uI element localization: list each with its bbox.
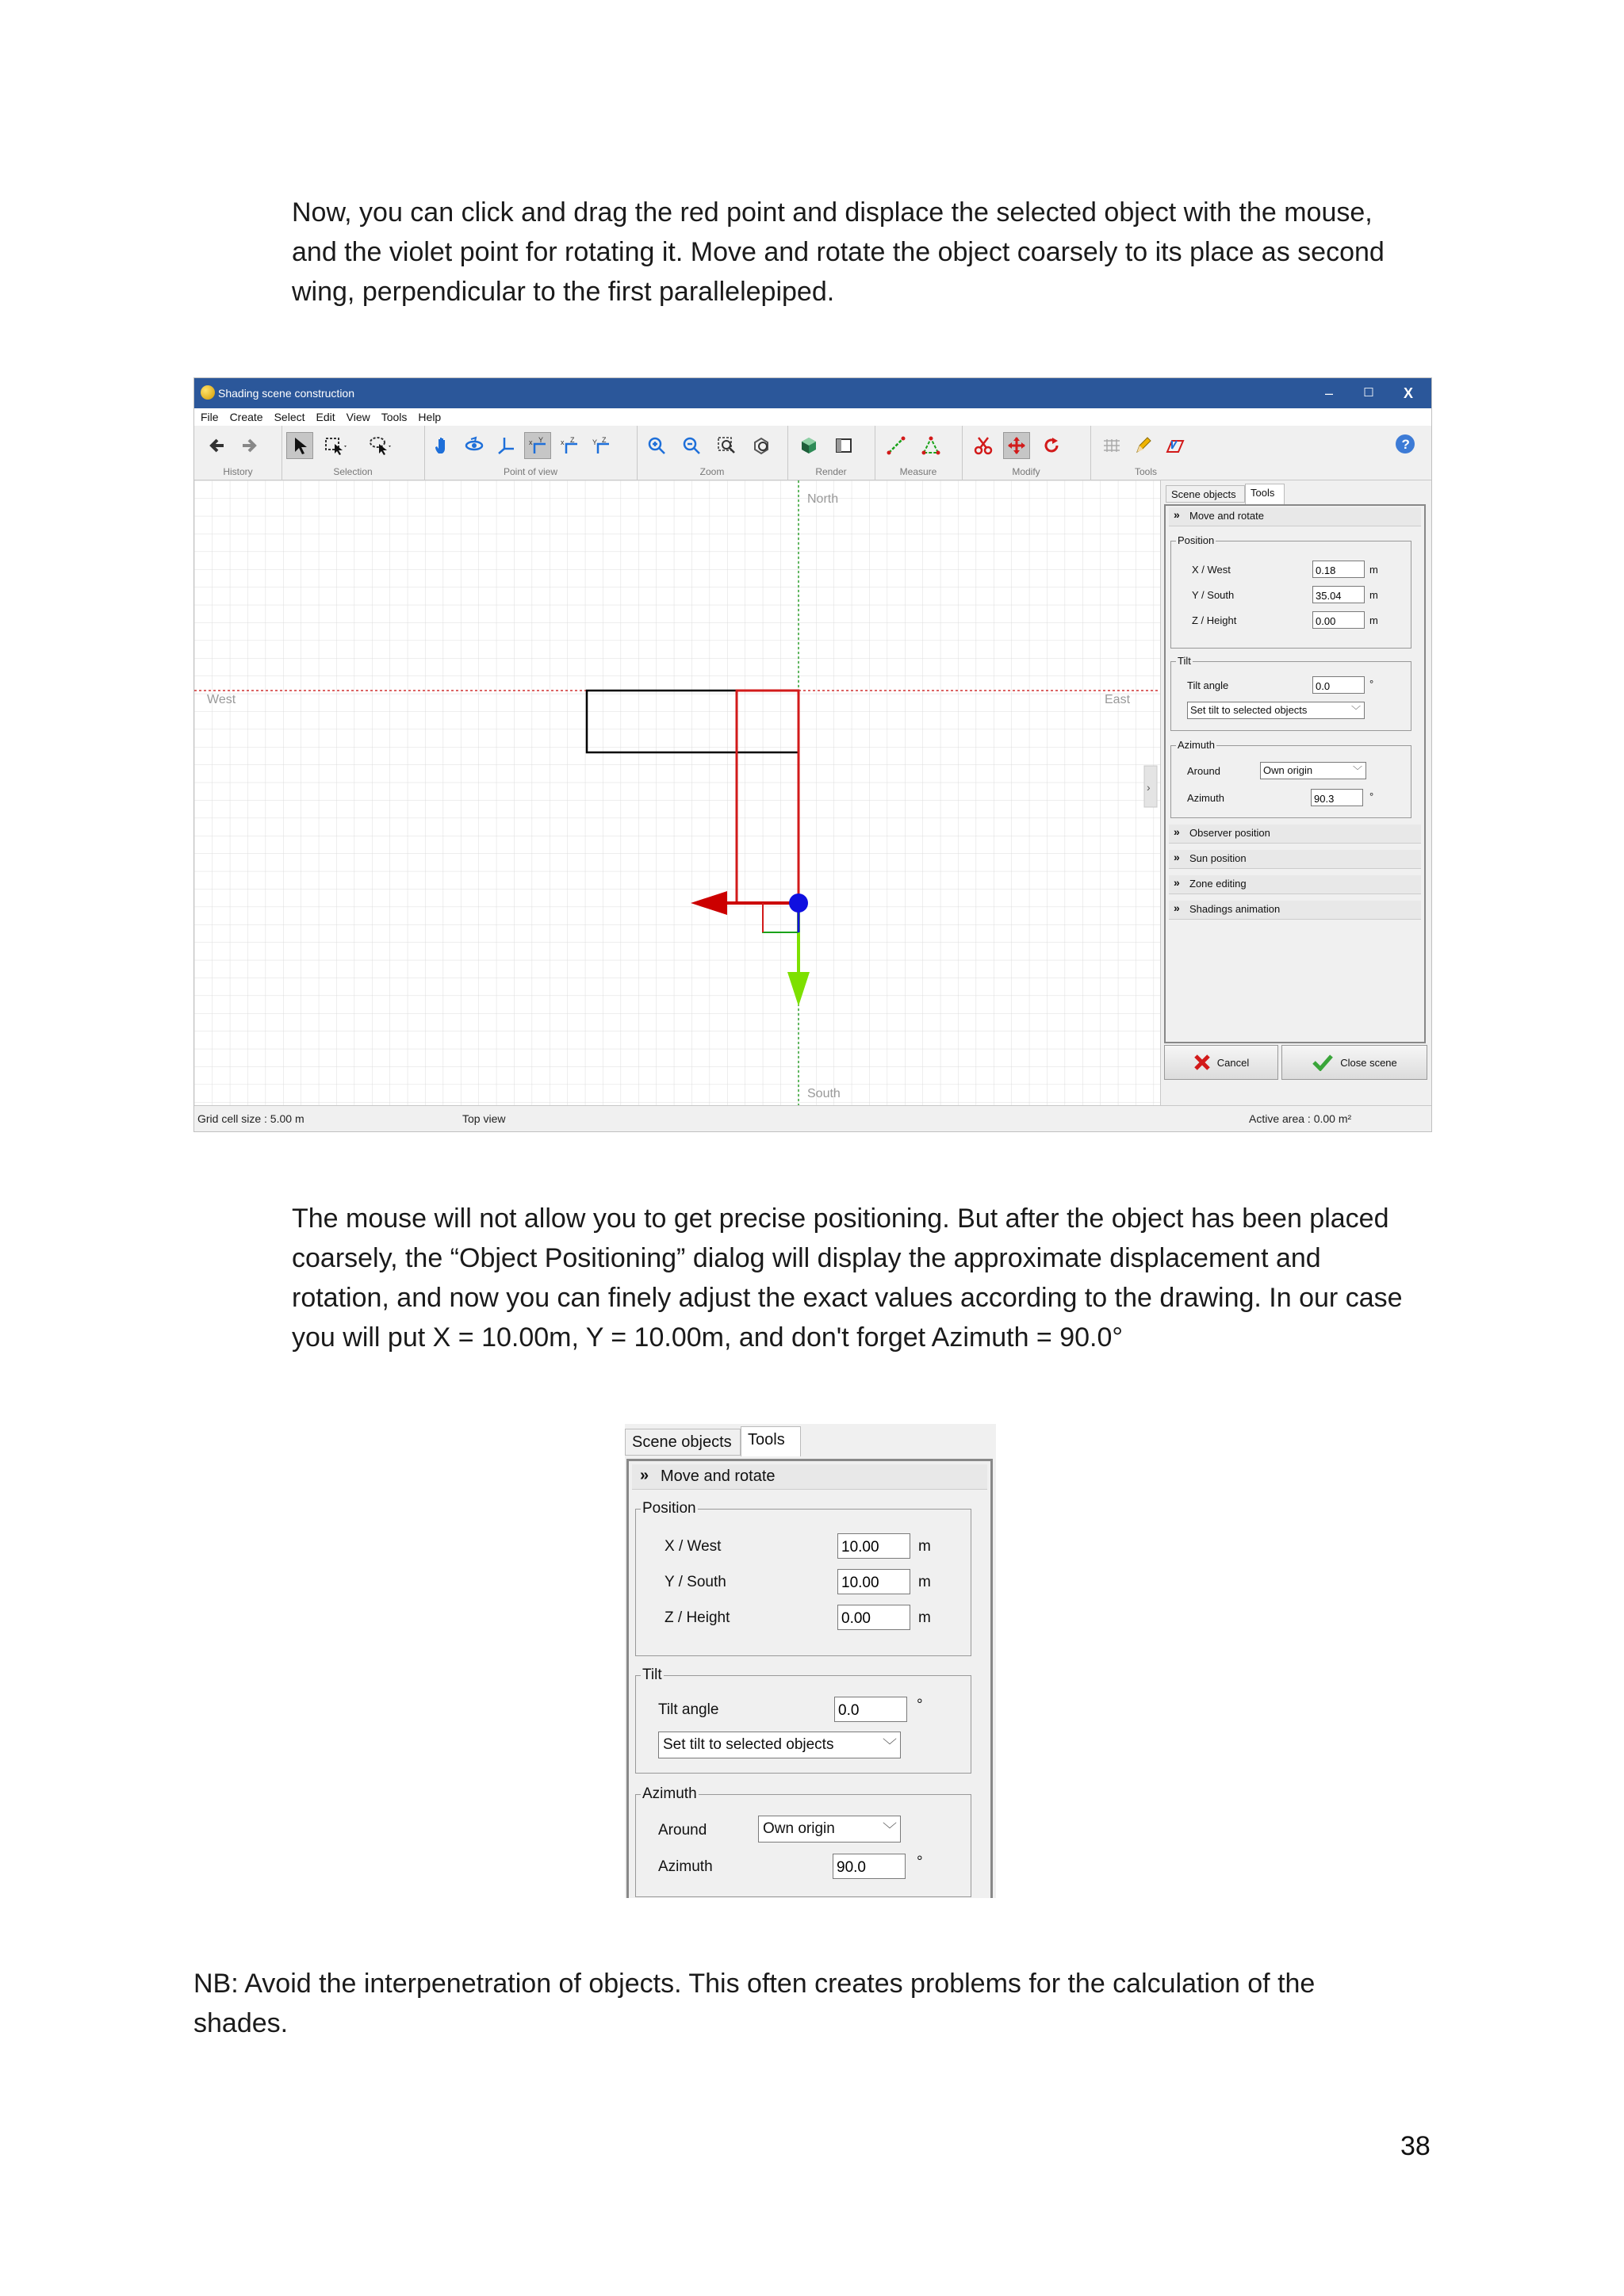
chevron-down-icon: ﹀ <box>883 1738 897 1754</box>
tilt-group <box>635 1667 971 1774</box>
toolbar-group-history <box>194 426 282 480</box>
azimuth-group <box>1170 739 1411 818</box>
section-title: Zone editing <box>1189 878 1247 890</box>
menu-select[interactable]: Select <box>274 411 305 423</box>
azimuth-legend: Azimuth <box>642 1785 697 1802</box>
paragraph-line: coarsely, the “Object Positioning” dialog will display the approximate displacement and <box>292 1243 1321 1273</box>
rect-select-icon[interactable] <box>323 432 350 459</box>
arrow-left-icon[interactable] <box>204 432 231 459</box>
cube-wire-icon[interactable] <box>830 432 857 459</box>
azimuth-label: Azimuth <box>1187 792 1224 804</box>
svg-text:Z: Z <box>570 436 575 444</box>
menu-view[interactable]: View <box>346 411 370 423</box>
unit-label: m <box>1369 614 1378 626</box>
unit-label: m <box>1369 589 1378 601</box>
tilt-legend: Tilt <box>642 1667 662 1683</box>
move-icon[interactable] <box>1003 432 1030 459</box>
tab-scene-objects[interactable]: Scene objects <box>1166 485 1245 503</box>
pivot-point[interactable] <box>789 894 808 913</box>
zoomed-tools-panel <box>625 1424 996 1898</box>
toolbar <box>194 426 1431 480</box>
rotate-icon[interactable] <box>1038 432 1065 459</box>
maximize-button[interactable]: ☐ <box>1363 386 1374 400</box>
status-grid-size: Grid cell size : 5.00 m <box>197 1112 304 1125</box>
degree-label: ° <box>1369 678 1374 690</box>
close-scene-button[interactable] <box>1281 1045 1427 1080</box>
paragraph-line: NB: Avoid the interpenetration of objects. This often creates problems for the calculation of the <box>193 1969 1316 1999</box>
paragraph-line: you will put X = 10.00m, Y = 10.00m, and don't forget Azimuth = 90.0° <box>292 1322 1123 1353</box>
tilt-angle-label: Tilt angle <box>658 1701 719 1718</box>
toolbar-label-tools: Tools <box>1134 466 1157 477</box>
azimuth-legend: Azimuth <box>1178 739 1215 751</box>
x-west-field[interactable] <box>837 1533 910 1559</box>
svg-text:?: ? <box>1401 437 1410 452</box>
y-south-label: Y / South <box>1192 589 1235 601</box>
position-legend: Position <box>642 1500 696 1517</box>
section-shadings-animation[interactable] <box>1169 901 1421 920</box>
zoom-in-icon[interactable] <box>643 432 670 459</box>
tilt-mode-value: Set tilt to selected objects <box>1190 704 1308 716</box>
measure-angle-icon[interactable] <box>917 432 944 459</box>
axis-xz-icon[interactable] <box>556 432 583 459</box>
section-move-and-rotate[interactable] <box>1169 507 1421 526</box>
toolbar-label-measure: Measure <box>899 466 937 477</box>
chevron-down-icon: ﹀ <box>883 1822 897 1838</box>
svg-text:Y: Y <box>592 438 598 446</box>
toolbar-group-zoom <box>637 426 788 480</box>
z-height-label: Z / Height <box>665 1609 730 1626</box>
cancel-x-icon <box>1193 1054 1211 1071</box>
chevron-down-icon: » <box>1174 508 1180 521</box>
azimuth-label: Azimuth <box>658 1858 713 1875</box>
measure-line-icon[interactable] <box>883 432 910 459</box>
menu-create[interactable]: Create <box>229 411 263 423</box>
around-label: Around <box>1187 765 1220 777</box>
unit-label: m <box>918 1538 931 1555</box>
toolbar-group-measure <box>875 426 963 480</box>
zoom-fit-icon[interactable] <box>748 432 775 459</box>
help-icon[interactable] <box>1392 430 1419 457</box>
compass-east: East <box>1105 693 1131 706</box>
y-south-field[interactable] <box>837 1569 910 1594</box>
menu-tools[interactable]: Tools <box>381 411 408 423</box>
minimize-button[interactable]: – <box>1324 385 1333 401</box>
toolbar-label-selection: Selection <box>333 466 373 477</box>
around-value: Own origin <box>763 1820 835 1837</box>
paragraph-line: shades. <box>193 2008 289 2038</box>
paragraph-line: The mouse will not allow you to get precise positioning. But after the object has been placed <box>292 1203 1389 1234</box>
toolbar-group-modify <box>962 426 1091 480</box>
chevron-down-icon: » <box>640 1467 649 1484</box>
tilt-legend: Tilt <box>1178 655 1191 667</box>
section-title: Move and rotate <box>661 1468 776 1485</box>
svg-text:Z: Z <box>602 436 607 444</box>
app-logo-icon <box>201 385 215 400</box>
svg-text:x: x <box>529 438 533 446</box>
toolbar-group-point-of-view <box>424 426 638 480</box>
toolbar-label-render: Render <box>815 466 847 477</box>
toolbar-label-zoom: Zoom <box>699 466 725 477</box>
scissors-icon[interactable] <box>970 432 997 459</box>
tilt-angle-field[interactable] <box>834 1697 907 1722</box>
close-button[interactable]: X <box>1403 385 1413 401</box>
toolbar-group-render <box>787 426 875 480</box>
tilt-angle-field[interactable] <box>1312 676 1365 694</box>
around-label: Around <box>658 1822 707 1839</box>
compass-west: West <box>207 693 236 706</box>
axes-3d-icon[interactable] <box>492 432 519 459</box>
title-bar <box>194 378 1431 408</box>
menu-bar <box>194 408 1431 426</box>
page-number: 38 <box>1400 2131 1431 2161</box>
around-dropdown[interactable] <box>758 1816 901 1843</box>
section-sun-position[interactable] <box>1169 850 1421 869</box>
cancel-button[interactable] <box>1164 1045 1278 1080</box>
section-title: Sun position <box>1189 852 1247 864</box>
toolbar-group-selection <box>282 426 425 480</box>
shading-scene-window <box>193 377 1432 1132</box>
unit-label: m <box>918 1609 931 1626</box>
around-value: Own origin <box>1263 764 1313 776</box>
tilt-group <box>1170 655 1411 731</box>
tab-tools[interactable]: Tools <box>1245 484 1285 504</box>
paragraph-line: and the violet point for rotating it. Move and rotate the object coarsely to its place as second <box>292 237 1385 267</box>
panel-toggle-icon: › <box>1147 781 1151 794</box>
unit-label: m <box>1369 564 1378 576</box>
svg-text:x: x <box>561 438 565 446</box>
status-active-area: Active area : 0.00 m² <box>1249 1112 1352 1125</box>
pencil-icon[interactable] <box>1130 432 1157 459</box>
pointer-icon[interactable] <box>286 432 313 459</box>
z-height-field[interactable] <box>837 1605 910 1630</box>
hand-pan-icon[interactable] <box>429 432 456 459</box>
unit-label: m <box>918 1574 931 1590</box>
section-observer-position[interactable] <box>1169 825 1421 844</box>
toolbar-label-point-of-view: Point of view <box>503 466 558 477</box>
azimuth-field[interactable] <box>833 1854 906 1879</box>
paragraph-line: Now, you can click and drag the red point and displace the selected object with the mouse, <box>292 197 1373 228</box>
paragraph-line: wing, perpendicular to the first parallelepiped. <box>292 277 835 307</box>
compass-south: South <box>807 1087 841 1100</box>
menu-edit[interactable]: Edit <box>316 411 335 423</box>
position-group <box>1170 534 1411 649</box>
section-title: Move and rotate <box>1189 510 1264 522</box>
position-group <box>635 1500 971 1656</box>
position-legend: Position <box>1178 534 1215 546</box>
tilt-mode-dropdown[interactable] <box>1187 702 1365 719</box>
paragraph-intro <box>292 193 1385 312</box>
around-dropdown[interactable] <box>1260 762 1366 779</box>
x-west-label: X / West <box>1192 564 1231 576</box>
section-zone-editing[interactable] <box>1169 875 1421 894</box>
right-panel <box>1160 480 1432 1105</box>
status-view: Top view <box>462 1112 506 1125</box>
checkmark-icon <box>1312 1054 1334 1071</box>
chevron-right-icon: » <box>1174 825 1180 838</box>
tilt-mode-dropdown[interactable] <box>658 1732 901 1758</box>
shape-icon[interactable] <box>1162 432 1189 459</box>
x-west-field[interactable] <box>1312 561 1365 578</box>
tools-panel <box>626 1459 993 1898</box>
chevron-down-icon: ﹀ <box>1350 705 1361 716</box>
paragraph-nb <box>193 1964 1315 2043</box>
window-title: Shading scene construction <box>218 387 354 400</box>
chevron-down-icon: ﹀ <box>1352 765 1362 776</box>
grid-icon[interactable] <box>1098 432 1125 459</box>
grid <box>194 480 1160 1105</box>
azimuth-field[interactable] <box>1311 789 1363 806</box>
axis-yz-icon[interactable] <box>588 432 615 459</box>
cube-shaded-icon[interactable] <box>795 432 822 459</box>
degree-label: ° <box>917 1697 923 1713</box>
y-south-label: Y / South <box>665 1574 726 1590</box>
z-height-label: Z / Height <box>1192 614 1237 626</box>
arrow-right-icon[interactable] <box>236 432 262 459</box>
menu-file[interactable]: File <box>201 411 219 423</box>
svg-text:Y: Y <box>538 436 544 444</box>
paragraph-precise-positioning <box>292 1199 1403 1357</box>
tilt-angle-label: Tilt angle <box>1187 679 1229 691</box>
chevron-right-icon: » <box>1174 851 1180 863</box>
z-height-field[interactable] <box>1312 611 1365 629</box>
x-west-label: X / West <box>665 1538 722 1555</box>
toolbar-label-modify: Modify <box>1012 466 1040 477</box>
menu-help[interactable]: Help <box>418 411 442 423</box>
degree-label: ° <box>1369 790 1374 802</box>
tab-scene-objects[interactable]: Scene objects <box>625 1429 741 1456</box>
orbit-icon[interactable] <box>461 432 488 459</box>
tilt-mode-value: Set tilt to selected objects <box>663 1736 834 1753</box>
toolbar-label-history: History <box>223 466 253 477</box>
paragraph-line: rotation, and now you can finely adjust the exact values according to the drawing. In our case <box>292 1283 1403 1313</box>
compass-north: North <box>807 492 839 506</box>
chevron-right-icon: » <box>1174 876 1180 889</box>
toolbar-group-tools <box>1090 426 1217 480</box>
lasso-select-icon[interactable] <box>367 432 394 459</box>
tab-tools[interactable]: Tools <box>741 1426 801 1456</box>
zoom-out-icon[interactable] <box>678 432 705 459</box>
status-bar <box>194 1105 1431 1132</box>
cancel-label: Cancel <box>1216 1056 1250 1069</box>
chevron-right-icon: » <box>1174 901 1180 914</box>
axis-xy-icon[interactable] <box>524 432 551 459</box>
close-scene-label: Close scene <box>1340 1056 1397 1069</box>
section-title: Observer position <box>1189 827 1270 839</box>
y-south-field[interactable] <box>1312 586 1365 603</box>
section-move-and-rotate[interactable] <box>632 1464 987 1490</box>
drawing-canvas[interactable] <box>194 480 1160 1105</box>
section-title: Shadings animation <box>1189 903 1281 915</box>
azimuth-group <box>635 1785 971 1897</box>
zoom-window-icon[interactable] <box>713 432 740 459</box>
degree-label: ° <box>917 1854 923 1870</box>
tools-panel <box>1164 504 1426 1043</box>
